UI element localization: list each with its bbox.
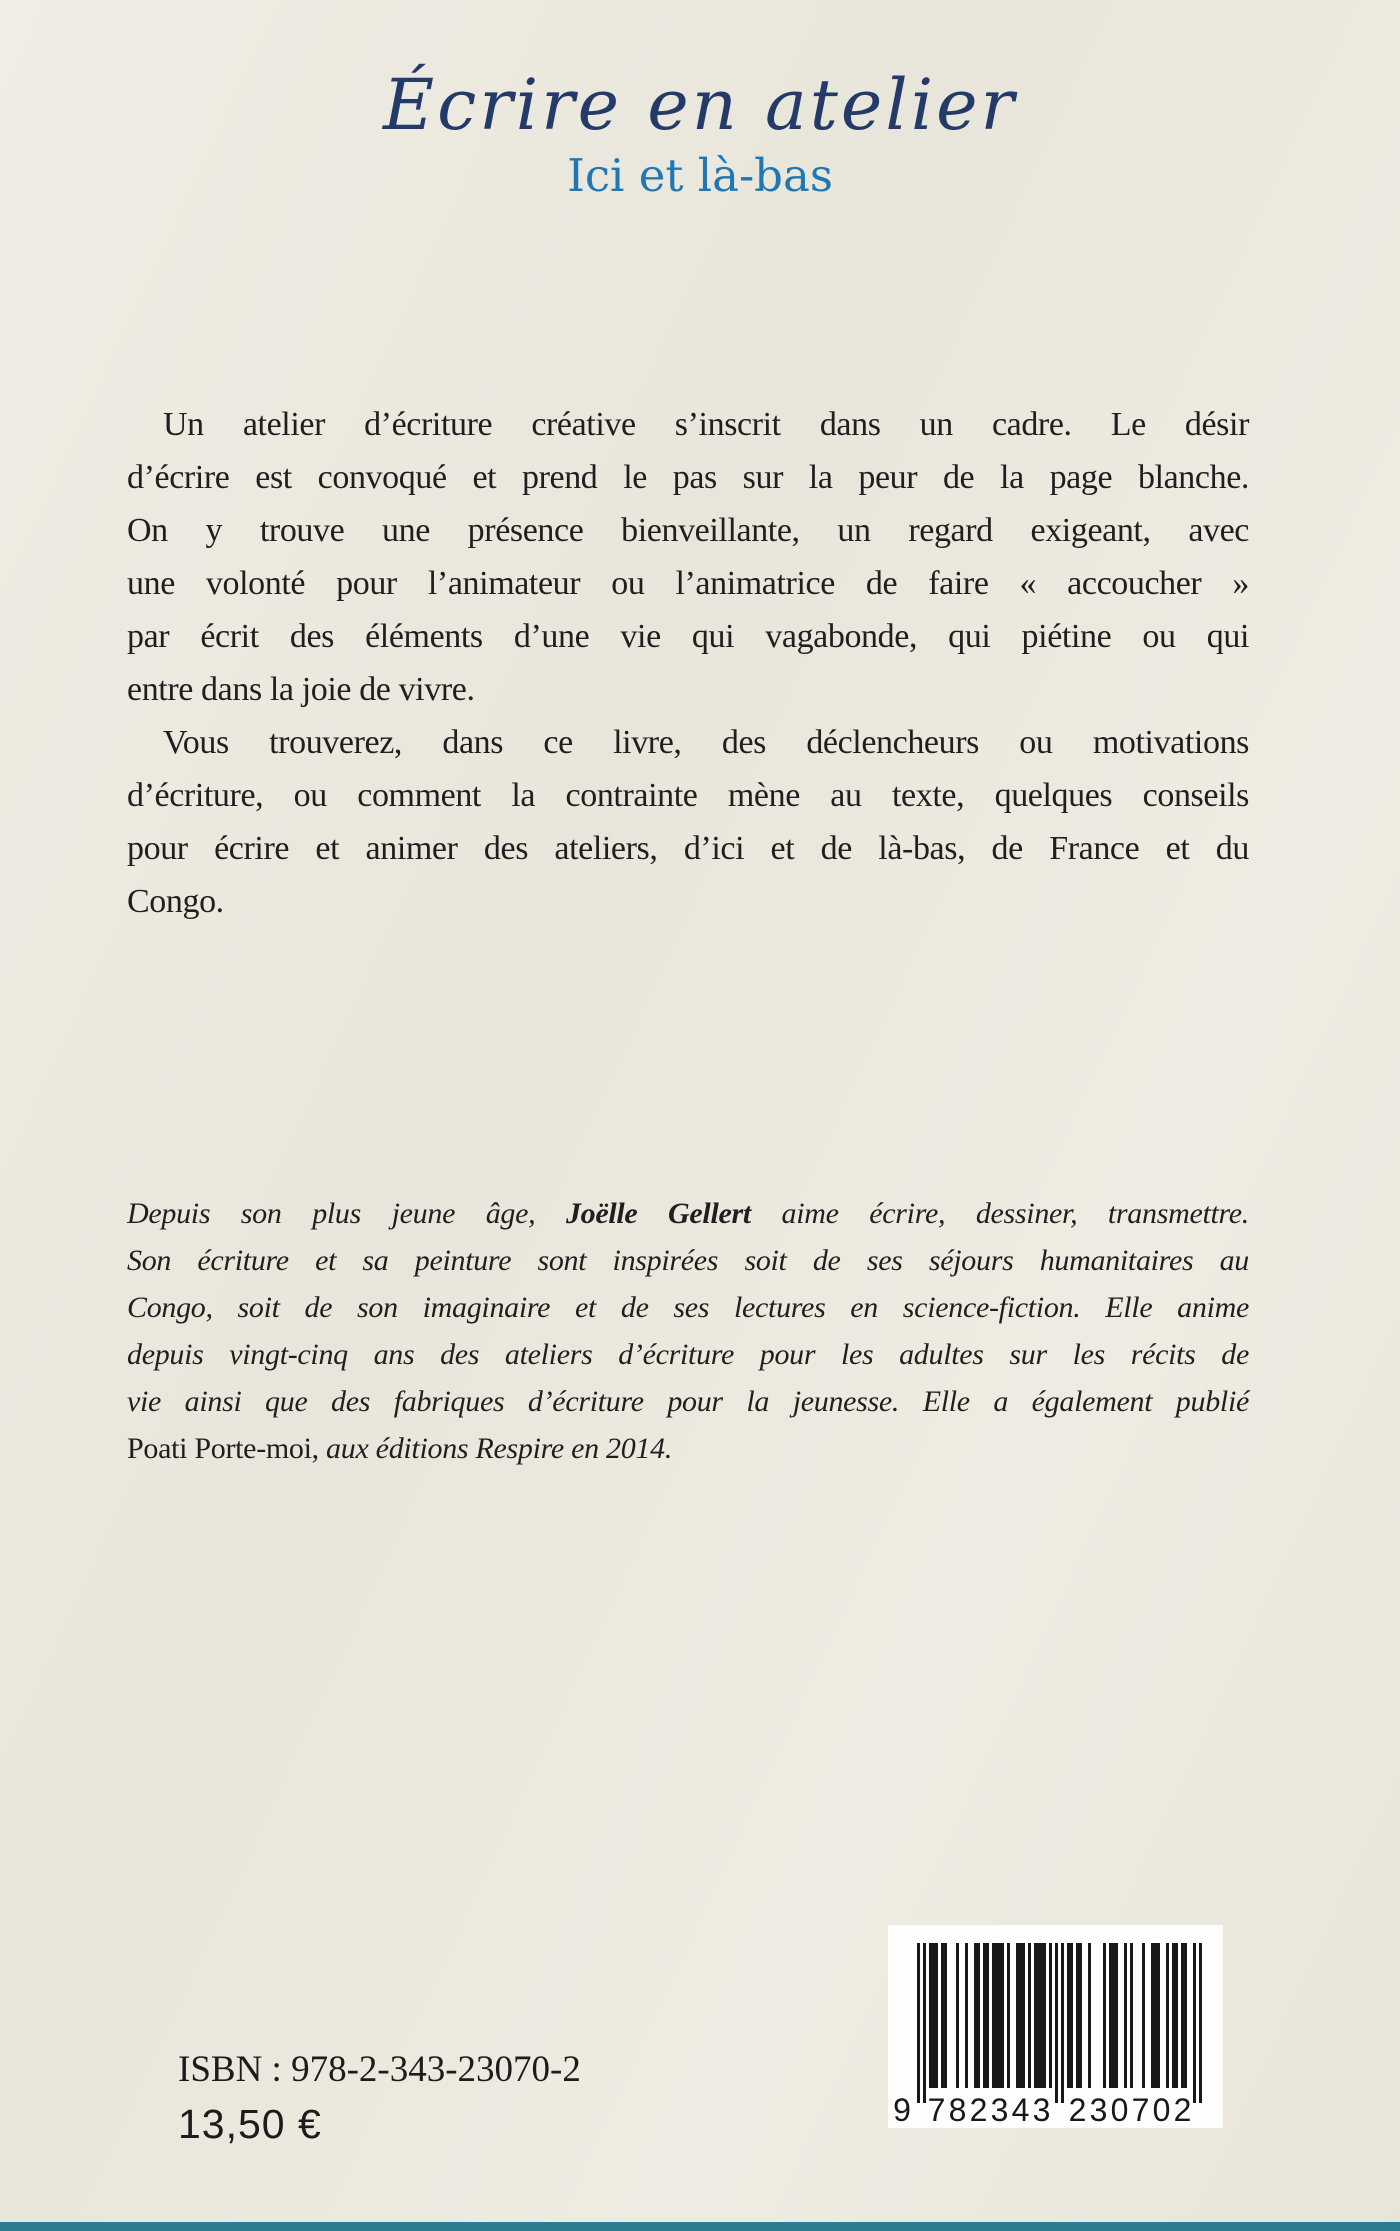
barcode xyxy=(888,1925,1223,2128)
blurb-line: Un atelier d’écriture créative s’inscrit dans un cadre. Le désir xyxy=(163,406,1249,443)
bio-segment: aime écrire, dessiner, transmettre. xyxy=(750,1197,1250,1230)
blurb-line: Vous trouverez, dans ce livre, des déclencheurs ou motivations xyxy=(163,724,1249,761)
barcode-digit: 2 xyxy=(1068,2092,1087,2128)
barcode-digit: 4 xyxy=(1011,2092,1030,2128)
bio-segment: vie ainsi que des fabriques d’écriture pour la jeunesse. Elle a également publié xyxy=(127,1385,1249,1418)
barcode-digit: 3 xyxy=(1032,2092,1051,2128)
bio-segment: Joëlle Gellert xyxy=(565,1197,751,1230)
bio-line xyxy=(127,1331,1249,1378)
blurb xyxy=(127,398,1249,928)
bio-segment: Depuis son plus jeune âge, xyxy=(127,1197,566,1230)
bio-line xyxy=(127,1190,1249,1237)
barcode-digit: 8 xyxy=(948,2092,967,2128)
author-bio xyxy=(127,1190,1249,1472)
blurb-line: une volonté pour l’animateur ou l’animatrice de faire « accoucher » xyxy=(127,565,1249,602)
bio-segment: aux éditions Respire en 2014. xyxy=(318,1432,673,1465)
bio-segment: Congo, soit de son imaginaire et de ses lectures en science-fiction. Elle anime xyxy=(127,1291,1249,1324)
barcode-digit: 7 xyxy=(927,2092,946,2128)
blurb-line: d’écrire est convoqué et prend le pas sur la peur de la page blanche. xyxy=(127,459,1249,496)
bio-line xyxy=(127,1378,1249,1425)
isbn-text: ISBN : 978-2-343-23070-2 xyxy=(178,2049,581,2090)
blurb-line: On y trouve une présence bienveillante, un regard exigeant, avec xyxy=(127,512,1249,549)
book-subtitle: Ici et là-bas xyxy=(567,149,833,202)
barcode-digit: 9 xyxy=(893,2092,911,2128)
blurb-line: entre dans la joie de vivre. xyxy=(127,671,475,708)
blurb-line: Congo. xyxy=(127,883,224,920)
bio-line xyxy=(127,1284,1249,1331)
barcode-svg xyxy=(888,1925,1223,2128)
bio-line xyxy=(127,1237,1249,1284)
barcode-digit: 0 xyxy=(1110,2092,1129,2128)
barcode-digit: 7 xyxy=(1131,2092,1150,2128)
book-title: Écrire en atelier xyxy=(382,64,1017,146)
barcode-digit: 0 xyxy=(1152,2092,1171,2128)
price-text: 13,50 € xyxy=(178,2101,322,2147)
barcode-digit: 2 xyxy=(1173,2092,1192,2128)
bio-line xyxy=(127,1425,1249,1472)
bio-segment: Son écriture et sa peinture sont inspirées soit de ses séjours humanitaires au xyxy=(127,1244,1249,1277)
bottom-edge-strip xyxy=(0,2222,1400,2231)
bio-segment: Poati Porte-moi, xyxy=(127,1432,319,1465)
blurb-line: d’écriture, ou comment la contrainte mène au texte, quelques conseils xyxy=(127,777,1249,814)
bio-segment: depuis vingt-cinq ans des ateliers d’écriture pour les adultes sur les récits de xyxy=(127,1338,1249,1371)
blurb-line: pour écrire et animer des ateliers, d’ici et de là-bas, de France et du xyxy=(127,830,1249,867)
barcode-digit: 2 xyxy=(969,2092,988,2128)
barcode-digit: 3 xyxy=(1089,2092,1108,2128)
blurb-line: par écrit des éléments d’une vie qui vagabonde, qui piétine ou qui xyxy=(127,618,1249,655)
barcode-digit: 3 xyxy=(990,2092,1009,2128)
